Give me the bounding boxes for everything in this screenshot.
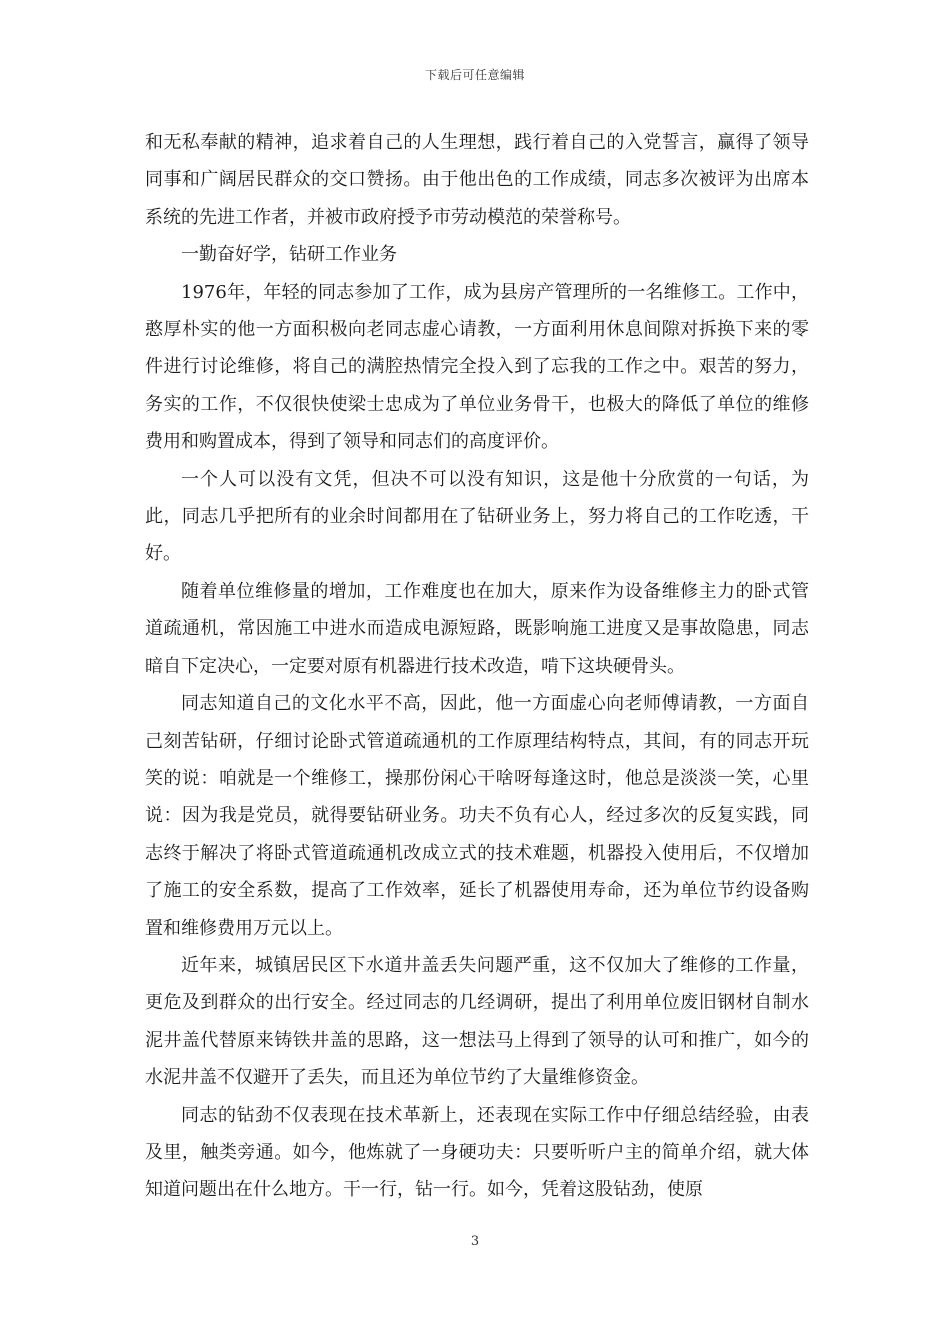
paragraph: 随着单位维修量的增加，工作难度也在加大，原来作为设备维修主力的卧式管道疏通机，常因施工中进水而造成电源短路，既影响施工进度又是事故隐患，同志暗自下定决心，一定要对原有机器进行技术改造，啃下这块硬骨头。 [145, 580, 809, 677]
paragraph: 1976年，年轻的同志参加了工作，成为县房产管理所的一名维修工。工作中，憨厚朴实的他一方面积极向老同志虚心请教，一方面利用休息间隙对拆换下来的零件进行讨论维修，将自己的满腔热情完全投入到了忘我的工作之中。艰苦的努力，务实的工作，不仅很快使梁士忠成为了单位业务骨干，也极大的降低了单位的维修费用和购置成本，得到了领导和同志们的高度评价。 [145, 281, 809, 453]
paragraph: 一个人可以没有文凭，但决不可以没有知识，这是他十分欣赏的一句话，为此，同志几乎把所有的业余时间都用在了钻研业务上，努力将自己的工作吃透，干好。 [145, 468, 809, 565]
page-number: 3 [470, 1234, 480, 1249]
paragraph: 同志的钻劲不仅表现在技术革新上，还表现在实际工作中仔细总结经验，由表及里，触类旁通。如今，他炼就了一身硬功夫：只要听听户主的简单介绍，就大体知道问题出在什么地方。干一行，钻一行。如今，凭着这股钻劲，使原 [145, 1104, 809, 1201]
section-heading: 一勤奋好学，钻研工作业务 [181, 244, 397, 266]
paragraph: 近年来，城镇居民区下水道井盖丢失问题严重，这不仅加大了维修的工作量，更危及到群众的出行安全。经过同志的几经调研，提出了利用单位废旧钢材自制水泥井盖代替原来铸铁井盖的思路，这一想法马上得到了领导的认可和推广，如今的水泥井盖不仅避开了丢失，而且还为单位节约了大量维修资金。 [145, 954, 809, 1089]
page-header: 下载后可任意编辑 [424, 68, 525, 82]
document-body [145, 124, 809, 1209]
paragraph: 同志知道自己的文化水平不高，因此，他一方面虚心向老师傅请教，一方面自己刻苦钻研，仔细讨论卧式管道疏通机的工作原理结构特点，其间，有的同志开玩笑的说：咱就是一个维修工，操那份闲心干啥呀每逢这时，他总是淡淡一笑，心里说：因为我是党员，就得要钻研业务。功夫不负有心人，经过多次的反复实践，同志终于解决了将卧式管道疏通机改成立式的技术难题，机器投入使用后，不仅增加了施工的安全系数，提高了工作效率，延长了机器使用寿命，还为单位节约设备购置和维修费用万元以上。 [145, 693, 809, 939]
paragraph-continued: 和无私奉献的精神，追求着自己的人生理想，践行着自己的入党誓言，赢得了领导同事和广阔居民群众的交口赞扬。由于他出色的工作成绩，同志多次被评为出席本系统的先进工作者，并被市政府授予市劳动模范的荣誉称号。 [145, 132, 809, 228]
